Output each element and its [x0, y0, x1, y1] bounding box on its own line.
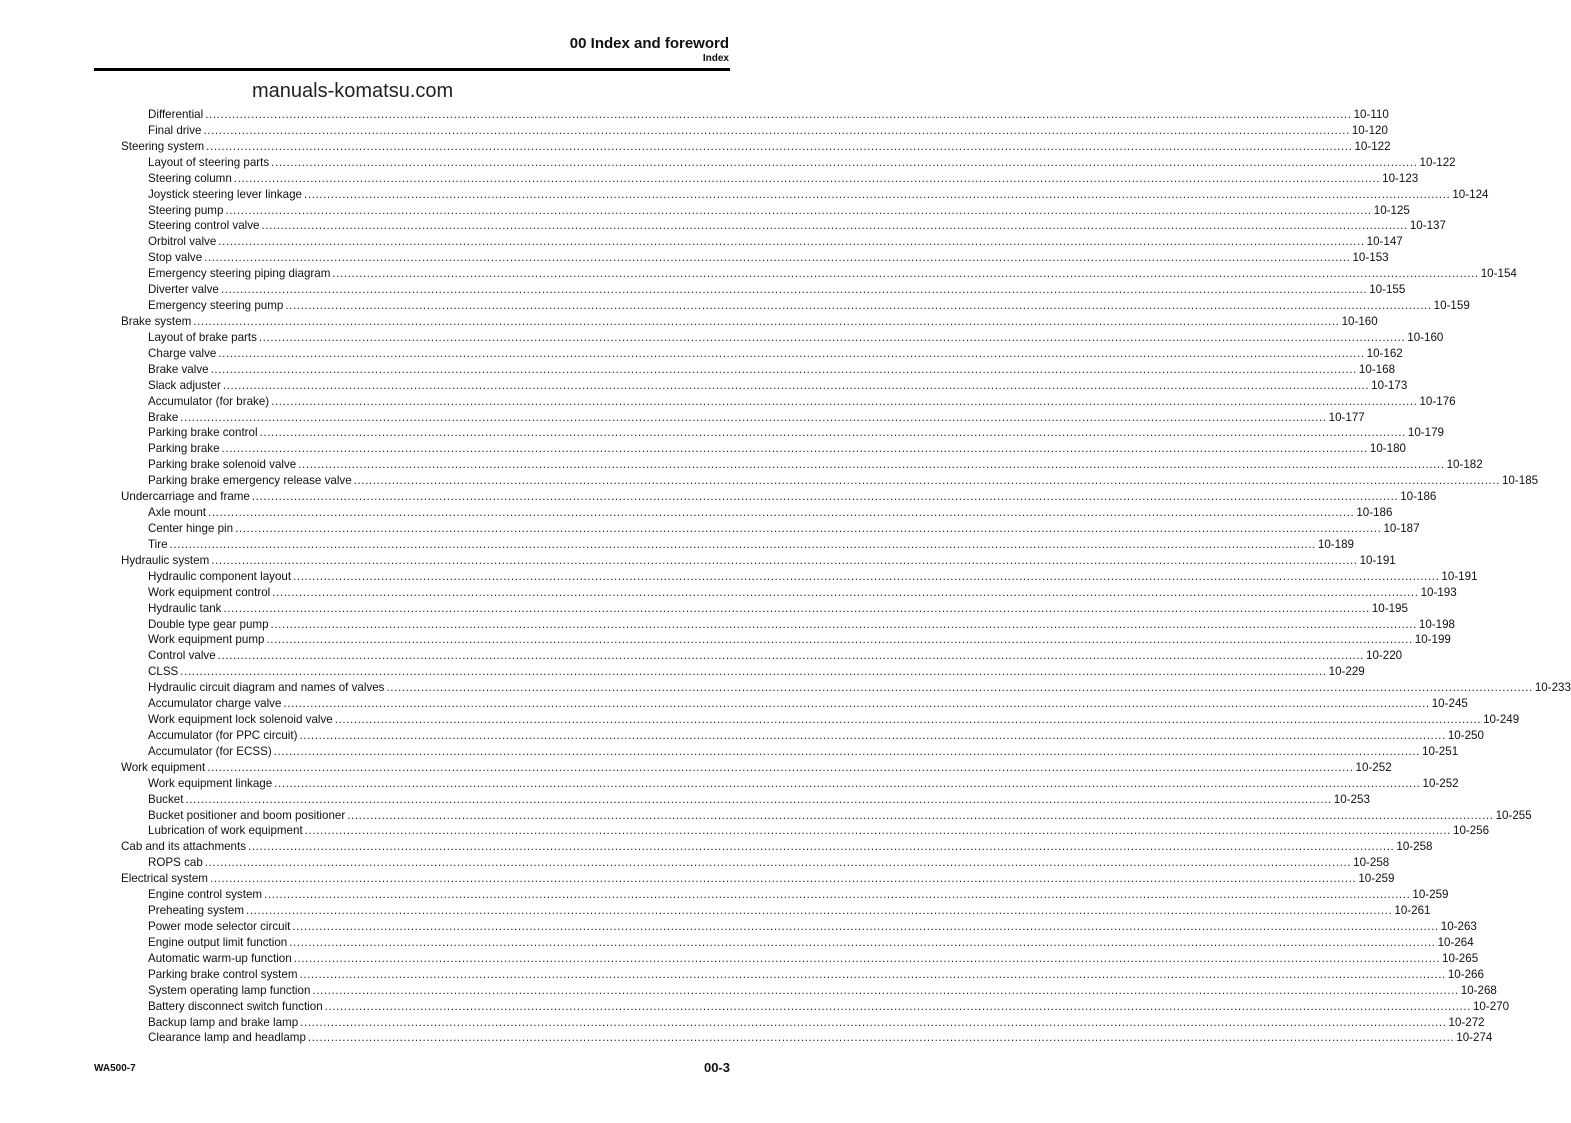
toc-entry[interactable]	[121, 696, 1468, 712]
toc-entry-page: 10-255	[1495, 808, 1532, 822]
toc-entry-page: 10-186	[1356, 506, 1393, 520]
toc-entry-label: Joystick steering lever linkage	[148, 187, 303, 201]
toc-entry[interactable]	[121, 680, 1571, 696]
toc-entry-page: 10-154	[1480, 267, 1517, 281]
toc-entry[interactable]	[121, 839, 1433, 855]
dot-leader: ............................................................................................................................................................................................................................................................................................................	[221, 442, 1368, 456]
toc-entry[interactable]	[121, 250, 1389, 266]
toc-entry[interactable]	[121, 728, 1484, 744]
toc-entry-page: 10-250	[1447, 728, 1484, 742]
dot-leader: ............................................................................................................................................................................................................................................................................................................	[180, 665, 1327, 679]
dot-leader: ............................................................................................................................................................................................................................................................................................................	[185, 792, 1332, 806]
dot-leader: ............................................................................................................................................................................................................................................................................................................	[218, 235, 1365, 249]
toc-entry-label: Diverter valve	[148, 283, 219, 297]
toc-entry[interactable]	[121, 505, 1393, 521]
toc-entry[interactable]	[121, 617, 1455, 633]
dot-leader: ............................................................................................................................................................................................................................................................................................................	[261, 219, 1408, 233]
toc-entry-label: Hydraulic tank	[148, 601, 222, 615]
toc-entry-label: Stop valve	[148, 251, 203, 265]
toc-entry-label: Automatic warm-up function	[148, 951, 292, 965]
toc-entry[interactable]	[121, 553, 1396, 569]
toc-entry[interactable]	[121, 919, 1477, 935]
toc-entry-page: 10-259	[1358, 872, 1395, 886]
toc-entry-page: 10-263	[1440, 920, 1477, 934]
dot-leader: ............................................................................................................................................................................................................................................................................................................	[264, 888, 1411, 902]
toc-entry[interactable]	[121, 712, 1520, 728]
toc-entry-label: Bucket positioner and boom positioner	[148, 808, 346, 822]
dot-leader: ............................................................................................................................................................................................................................................................................................................	[271, 394, 1418, 408]
dot-leader: ............................................................................................................................................................................................................................................................................................................	[209, 872, 1357, 886]
toc-entry[interactable]	[121, 234, 1403, 250]
toc-entry-page: 10-258	[1396, 840, 1433, 854]
dot-leader: ............................................................................................................................................................................................................................................................................................................	[193, 314, 1340, 328]
toc-entry-page: 10-252	[1422, 776, 1459, 790]
section-title: 00 Index and foreword	[569, 35, 729, 52]
dot-leader: ............................................................................................................................................................................................................................................................................................................	[273, 744, 1421, 758]
dot-leader: ............................................................................................................................................................................................................................................................................................................	[203, 123, 1350, 137]
toc-entry[interactable]	[121, 1030, 1493, 1046]
toc-entry-page: 10-185	[1501, 474, 1539, 488]
toc-entry[interactable]	[121, 473, 1539, 489]
toc-entry-label: Steering system	[121, 139, 205, 153]
toc-entry[interactable]	[121, 298, 1470, 314]
dot-leader: ............................................................................................................................................................................................................................................................................................................	[271, 155, 1418, 169]
dot-leader: ............................................................................................................................................................................................................................................................................................................	[258, 330, 1406, 344]
toc-entry-page: 10-122	[1354, 139, 1391, 153]
toc-entry-label: Backup lamp and brake lamp	[148, 1015, 299, 1029]
toc-entry[interactable]	[121, 187, 1489, 203]
toc-entry[interactable]	[121, 585, 1457, 601]
toc-entry-page: 10-162	[1366, 346, 1403, 360]
toc-entry-page: 10-252	[1355, 760, 1392, 774]
toc-entry-label: Layout of brake parts	[148, 330, 257, 344]
toc-entry-label: Clearance lamp and headlamp	[148, 1031, 306, 1045]
toc-entry-label: Work equipment lock solenoid valve	[148, 713, 333, 727]
toc-entry-label: Electrical system	[121, 872, 208, 886]
toc-entry-page: 10-177	[1328, 410, 1365, 424]
toc-entry-label: Accumulator (for ECSS)	[148, 744, 272, 758]
dot-leader: ............................................................................................................................................................................................................................................................................................................	[204, 856, 1352, 870]
toc-entry[interactable]	[121, 808, 1532, 824]
dot-leader: ............................................................................................................................................................................................................................................................................................................	[180, 410, 1327, 424]
toc-entry-label: Hydraulic system	[121, 553, 210, 567]
dot-leader: ............................................................................................................................................................................................................................................................................................................	[235, 521, 1382, 535]
dot-leader: ............................................................................................................................................................................................................................................................................................................	[217, 649, 1365, 663]
toc-entry-page: 10-186	[1400, 490, 1437, 504]
toc-entry-page: 10-270	[1472, 999, 1510, 1013]
dot-leader: ............................................................................................................................................................................................................................................................................................................	[324, 999, 1471, 1013]
toc-entry-page: 10-168	[1358, 362, 1396, 376]
toc-entry-page: 10-180	[1369, 442, 1406, 456]
toc-entry-label: Preheating system	[148, 904, 245, 918]
toc-entry-label: Accumulator (for PPC circuit)	[148, 728, 298, 742]
toc-entry-label: Emergency steering piping diagram	[148, 267, 331, 281]
dot-leader: ............................................................................................................................................................................................................................................................................................................	[307, 1031, 1455, 1045]
toc-entry-page: 10-266	[1447, 967, 1484, 981]
dot-leader: ............................................................................................................................................................................................................................................................................................................	[207, 760, 1354, 774]
dot-leader: ............................................................................................................................................................................................................................................................................................................	[332, 267, 1479, 281]
toc-entry-label: Orbitrol valve	[148, 235, 217, 249]
toc-entry-page: 10-153	[1352, 251, 1389, 265]
toc-entry[interactable]	[121, 951, 1479, 967]
toc-entry-page: 10-160	[1341, 314, 1378, 328]
dot-leader: ............................................................................................................................................................................................................................................................................................................	[270, 617, 1417, 631]
dot-leader: ............................................................................................................................................................................................................................................................................................................	[293, 569, 1440, 583]
toc-entry[interactable]	[121, 123, 1388, 139]
toc-entry[interactable]	[121, 139, 1391, 155]
toc-entry-page: 10-120	[1351, 123, 1388, 137]
toc-entry-label: Lubrication of work equipment	[148, 824, 303, 838]
toc-entry-label: Differential	[148, 108, 204, 121]
toc-entry-label: Axle mount	[148, 506, 206, 520]
toc-entry-page: 10-173	[1371, 378, 1408, 392]
watermark: manuals-komatsu.com	[252, 80, 454, 102]
toc-entry-label: Slack adjuster	[148, 378, 221, 392]
toc-entry-page: 10-124	[1452, 187, 1489, 201]
toc-entry-label: Brake valve	[148, 362, 209, 376]
dot-leader: ............................................................................................................................................................................................................................................................................................................	[169, 537, 1316, 551]
toc-entry[interactable]	[121, 632, 1451, 648]
toc-entry[interactable]	[121, 744, 1459, 760]
toc-entry-label: Steering control valve	[148, 219, 260, 233]
toc-entry-page: 10-193	[1420, 585, 1457, 599]
toc-entry-label: Center hinge pin	[148, 521, 234, 535]
toc-entry-page: 10-191	[1441, 569, 1478, 583]
toc-entry[interactable]	[121, 282, 1406, 298]
toc-entry-label: Brake	[148, 410, 179, 424]
dot-leader: ............................................................................................................................................................................................................................................................................................................	[299, 967, 1446, 981]
dot-leader: ............................................................................................................................................................................................................................................................................................................	[218, 346, 1365, 360]
dot-leader: ............................................................................................................................................................................................................................................................................................................	[246, 904, 1393, 918]
toc-entry-label: Engine control system	[148, 888, 263, 902]
toc-entry[interactable]	[121, 855, 1390, 871]
toc-entry-page: 10-159	[1433, 299, 1470, 313]
toc-entry-label: ROPS cab	[148, 856, 203, 870]
toc-entry-page: 10-261	[1394, 904, 1431, 918]
toc-entry-label: Tire	[148, 537, 168, 551]
toc-entry-page: 10-251	[1422, 744, 1459, 758]
toc-entry[interactable]	[121, 967, 1484, 983]
toc-entry[interactable]	[121, 792, 1370, 808]
footer-model: WA500-7	[94, 1063, 136, 1074]
toc-entry[interactable]	[121, 776, 1459, 792]
toc-entry-label: Brake system	[121, 314, 192, 328]
dot-leader: ............................................................................................................................................................................................................................................................................................................	[251, 490, 1399, 504]
toc-entry-page: 10-198	[1418, 617, 1455, 631]
dot-leader: ............................................................................................................................................................................................................................................................................................................	[204, 251, 1351, 265]
toc-entry-label: Parking brake control	[148, 426, 258, 440]
toc-entry[interactable]	[121, 394, 1456, 410]
dot-leader: ............................................................................................................................................................................................................................................................................................................	[292, 920, 1439, 934]
toc-entry-label: Work equipment	[121, 760, 206, 774]
toc-entry[interactable]	[121, 266, 1517, 282]
toc-entry-label: Final drive	[148, 123, 202, 137]
dot-leader: ............................................................................................................................................................................................................................................................................................................	[312, 983, 1459, 997]
toc-entry[interactable]	[121, 521, 1420, 537]
toc-entry-label: Steering pump	[148, 203, 224, 217]
dot-leader: ............................................................................................................................................................................................................................................................................................................	[386, 681, 1533, 695]
toc-entry[interactable]	[121, 457, 1483, 473]
toc-entry-page: 10-265	[1442, 951, 1479, 965]
toc-entry[interactable]	[121, 569, 1478, 585]
toc-entry-label: Parking brake	[148, 442, 220, 456]
dot-leader: ............................................................................................................................................................................................................................................................................................................	[304, 187, 1451, 201]
toc-entry-page: 10-189	[1317, 537, 1354, 551]
toc-entry-label: Accumulator charge valve	[148, 697, 282, 711]
toc-entry[interactable]	[121, 203, 1410, 219]
toc-entry-page: 10-245	[1431, 697, 1468, 711]
toc-entry[interactable]	[121, 887, 1449, 903]
dot-leader: ............................................................................................................................................................................................................................................................................................................	[300, 1015, 1447, 1029]
dot-leader: ............................................................................................................................................................................................................................................................................................................	[210, 362, 1357, 376]
dot-leader: ............................................................................................................................................................................................................................................................................................................	[299, 728, 1446, 742]
toc-entry-page: 10-249	[1483, 713, 1520, 727]
toc-entry-page: 10-264	[1437, 935, 1474, 949]
dot-leader: ............................................................................................................................................................................................................................................................................................................	[259, 426, 1406, 440]
toc-entry-label: Parking brake control system	[148, 967, 298, 981]
toc-entry-label: System operating lamp function	[148, 983, 311, 997]
toc-entry-page: 10-274	[1456, 1031, 1493, 1045]
toc-entry-label: Hydraulic component layout	[148, 569, 292, 583]
dot-leader: ............................................................................................................................................................................................................................................................................................................	[283, 697, 1430, 711]
toc-entry-label: Engine output limit function	[148, 935, 288, 949]
toc-entry[interactable]	[121, 330, 1444, 346]
footer-page-number: 00-3	[703, 1060, 730, 1075]
toc-entry[interactable]	[121, 935, 1474, 951]
dot-leader: ............................................................................................................................................................................................................................................................................................................	[225, 203, 1372, 217]
toc-entry[interactable]	[121, 648, 1403, 664]
dot-leader: ............................................................................................................................................................................................................................................................................................................	[289, 935, 1436, 949]
dot-leader: ............................................................................................................................................................................................................................................................................................................	[298, 458, 1445, 472]
dot-leader: ............................................................................................................................................................................................................................................................................................................	[272, 585, 1419, 599]
toc-entry-page: 10-233	[1534, 681, 1571, 695]
toc-entry[interactable]	[121, 601, 1408, 617]
toc-entry[interactable]	[121, 489, 1437, 505]
toc-entry-page: 10-155	[1369, 283, 1406, 297]
toc-entry-page: 10-187	[1383, 521, 1420, 535]
toc-entry[interactable]	[121, 425, 1445, 441]
toc-entry-page: 10-176	[1419, 394, 1456, 408]
toc-entry[interactable]	[121, 823, 1490, 839]
toc-entry[interactable]	[121, 362, 1396, 378]
dot-leader: ............................................................................................................................................................................................................................................................................................................	[223, 601, 1370, 615]
toc-entry-label: Emergency steering pump	[148, 299, 284, 313]
dot-leader: ............................................................................................................................................................................................................................................................................................................	[248, 840, 1395, 854]
toc-entry-page: 10-259	[1412, 888, 1449, 902]
toc-entry[interactable]	[121, 441, 1406, 457]
dot-leader: ............................................................................................................................................................................................................................................................................................................	[233, 171, 1381, 185]
toc-entry-page: 10-122	[1419, 155, 1456, 169]
toc-entry[interactable]	[121, 999, 1510, 1015]
toc-entry[interactable]	[121, 107, 1389, 123]
toc-entry-page: 10-256	[1453, 824, 1490, 838]
toc-entry-label: Undercarriage and frame	[121, 490, 250, 504]
toc-entry[interactable]	[121, 218, 1446, 234]
dot-leader: ............................................................................................................................................................................................................................................................................................................	[222, 378, 1370, 392]
toc-entry[interactable]	[121, 903, 1431, 919]
toc-entry[interactable]	[121, 155, 1456, 171]
toc-entry-page: 10-123	[1382, 171, 1419, 185]
toc-entry-page: 10-272	[1448, 1015, 1485, 1029]
toc-entry-label: Accumulator (for brake)	[148, 394, 270, 408]
toc-entry-label: Charge valve	[148, 346, 217, 360]
dot-leader: ............................................................................................................................................................................................................................................................................................................	[266, 633, 1413, 647]
toc-entry-label: Power mode selector circuit	[148, 920, 291, 934]
dot-leader: ............................................................................................................................................................................................................................................................................................................	[211, 553, 1358, 567]
toc-entry-page: 10-147	[1366, 235, 1403, 249]
dot-leader: ............................................................................................................................................................................................................................................................................................................	[285, 299, 1432, 313]
dot-leader: ............................................................................................................................................................................................................................................................................................................	[293, 951, 1441, 965]
toc-entry-label: Double type gear pump	[148, 617, 269, 631]
toc-entry-page: 10-137	[1409, 219, 1446, 233]
toc-entry-page: 10-125	[1373, 203, 1410, 217]
toc-entry-label: Hydraulic circuit diagram and names of valves	[148, 681, 385, 695]
toc-entry[interactable]	[121, 410, 1365, 426]
toc-entry[interactable]	[121, 378, 1408, 394]
dot-leader: ............................................................................................................................................................................................................................................................................................................	[220, 283, 1368, 297]
toc-entry[interactable]	[121, 983, 1497, 999]
toc-entry-page: 10-179	[1407, 426, 1445, 440]
toc-entry-page: 10-110	[1353, 108, 1389, 121]
toc-entry-label: Work equipment pump	[148, 633, 265, 647]
toc-entry-page: 10-182	[1446, 458, 1483, 472]
dot-leader: ............................................................................................................................................................................................................................................................................................................	[347, 808, 1494, 822]
toc-entry-label: Work equipment linkage	[148, 776, 273, 790]
toc-entry[interactable]	[121, 760, 1392, 776]
toc-entry-page: 10-160	[1407, 330, 1444, 344]
dot-leader: ............................................................................................................................................................................................................................................................................................................	[304, 824, 1452, 838]
toc-entry-page: 10-258	[1353, 856, 1390, 870]
toc-entry-label: Work equipment control	[148, 585, 271, 599]
toc-entry-label: Bucket	[148, 792, 184, 806]
toc-entry-page: 10-195	[1371, 601, 1408, 615]
toc-entry[interactable]	[121, 871, 1395, 887]
dot-leader: ............................................................................................................................................................................................................................................................................................................	[353, 474, 1500, 488]
header-rule	[94, 68, 730, 71]
toc-entry[interactable]	[121, 171, 1419, 187]
toc-entry-label: Parking brake emergency release valve	[148, 474, 352, 488]
section-subtitle: Index	[702, 53, 729, 64]
dot-leader: ............................................................................................................................................................................................................................................................................................................	[208, 506, 1355, 520]
toc-entry-label: Battery disconnect switch function	[148, 999, 323, 1013]
dot-leader: ............................................................................................................................................................................................................................................................................................................	[205, 108, 1352, 121]
dot-leader: ............................................................................................................................................................................................................................................................................................................	[206, 139, 1353, 153]
toc-entry-label: Control valve	[148, 649, 216, 663]
toc-entry-page: 10-229	[1328, 665, 1365, 679]
dot-leader: ............................................................................................................................................................................................................................................................................................................	[334, 713, 1482, 727]
toc-entry[interactable]	[121, 664, 1365, 680]
toc-entry-label: Cab and its attachments	[121, 840, 247, 854]
dot-leader: ............................................................................................................................................................................................................................................................................................................	[274, 776, 1421, 790]
toc-entry-label: Parking brake solenoid valve	[148, 458, 297, 472]
toc-entry[interactable]	[121, 346, 1403, 362]
toc-entry-label: Layout of steering parts	[148, 155, 270, 169]
toc-entry-page: 10-268	[1460, 983, 1497, 997]
toc-entry-page: 10-199	[1414, 633, 1451, 647]
toc-entry-page: 10-253	[1333, 792, 1370, 806]
toc-entry[interactable]	[121, 314, 1378, 330]
toc-entry-label: Steering column	[148, 171, 232, 185]
toc-entry-page: 10-220	[1366, 649, 1403, 663]
toc-entry[interactable]	[121, 537, 1354, 553]
toc-entry-label: CLSS	[148, 665, 179, 679]
table-of-contents	[121, 107, 1571, 1046]
toc-entry-page: 10-191	[1359, 553, 1396, 567]
toc-entry[interactable]	[121, 1015, 1485, 1031]
